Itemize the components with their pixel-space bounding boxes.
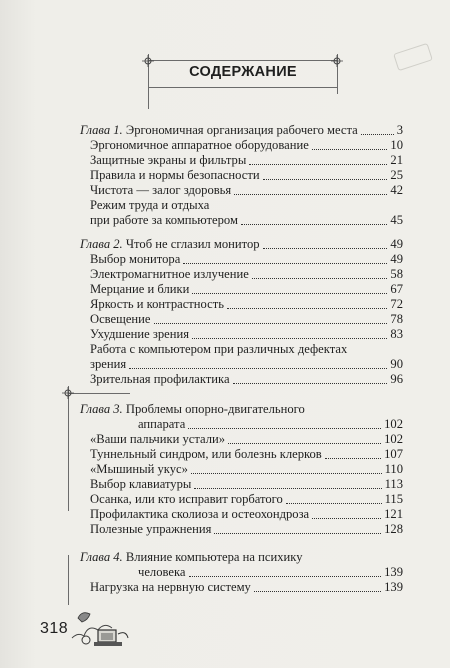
entry-title: Ухудшение зрения bbox=[90, 327, 190, 341]
toc-entry-first-line bbox=[80, 198, 403, 213]
toc-entry bbox=[80, 477, 403, 492]
page-ref: 72 bbox=[390, 297, 403, 311]
dot-leader bbox=[228, 442, 381, 444]
entry-title: Профилактика сколиоза и остеохондроза bbox=[90, 507, 310, 521]
toc-entry bbox=[80, 462, 403, 477]
entry-title: «Мышиный укус» bbox=[90, 462, 188, 476]
toc-entry bbox=[80, 580, 403, 595]
entry-title: Режим труда и отдыха bbox=[90, 198, 210, 212]
entry-title: Полезные упражнения bbox=[90, 522, 212, 536]
toc-entry bbox=[80, 282, 403, 297]
chapter-label: Глава 3. bbox=[80, 402, 123, 416]
page-ref: 128 bbox=[384, 522, 403, 536]
entry-title: Эргономичное аппаратное оборудование bbox=[90, 138, 309, 152]
page-ref: 110 bbox=[384, 462, 403, 476]
toc-entry bbox=[80, 267, 403, 282]
toc-entry bbox=[80, 252, 403, 267]
dot-leader bbox=[214, 532, 381, 534]
dot-leader bbox=[249, 163, 387, 165]
page-ref: 42 bbox=[390, 183, 403, 197]
entry-title: Работа с компьютером при различных дефектах bbox=[90, 342, 348, 356]
page-title: СОДЕРЖАНИЕ bbox=[189, 64, 297, 80]
chapter-title: Влияние компьютера на психику bbox=[125, 550, 303, 564]
toc-entry bbox=[80, 183, 403, 198]
chapter-row-first-line bbox=[80, 550, 403, 565]
frame-bottom-line bbox=[148, 87, 338, 88]
toc-entry bbox=[80, 507, 403, 522]
computer-vignette-icon bbox=[68, 604, 132, 648]
entry-title: Мерцание и блики bbox=[90, 282, 190, 296]
dot-leader bbox=[252, 277, 388, 279]
dot-leader bbox=[189, 575, 382, 577]
chapter-title: Проблемы опорно-двигательного bbox=[125, 402, 305, 416]
entry-title: Электромагнитное излучение bbox=[90, 267, 249, 281]
dot-leader bbox=[234, 193, 387, 195]
page-ref: 83 bbox=[390, 327, 403, 341]
chapter-row bbox=[80, 237, 403, 252]
chapter-title-continuation: человека bbox=[138, 565, 186, 579]
chapter-row bbox=[80, 123, 403, 138]
chapter-1-section bbox=[80, 123, 403, 228]
frame-bottom-left-line bbox=[68, 555, 69, 605]
toc-entry bbox=[80, 522, 403, 537]
page-ref: 113 bbox=[384, 477, 403, 491]
chapter-row-continuation bbox=[80, 565, 403, 580]
toc-entry bbox=[80, 168, 403, 183]
entry-title: Яркость и контрастность bbox=[90, 297, 224, 311]
toc-entry bbox=[80, 492, 403, 507]
page-ref: 49 bbox=[390, 252, 403, 266]
entry-title: Туннельный синдром, или болезнь клерков bbox=[90, 447, 322, 461]
entry-title: «Ваши пальчики устали» bbox=[90, 432, 226, 446]
entry-title: Нагрузка на нервную систему bbox=[90, 580, 251, 594]
dot-leader bbox=[192, 292, 387, 294]
entry-title: Правила и нормы безопасности bbox=[90, 168, 260, 182]
dot-leader bbox=[192, 337, 387, 339]
page-ref: 121 bbox=[384, 507, 403, 521]
dot-leader bbox=[312, 517, 381, 519]
frame-chapter3-top-line bbox=[68, 393, 130, 394]
entry-title: Выбор клавиатуры bbox=[90, 477, 192, 491]
page-ref: 90 bbox=[390, 357, 403, 371]
chapter-label: Глава 1. bbox=[80, 123, 123, 137]
dot-leader bbox=[325, 457, 381, 459]
chapter-title: Эргономичная организация рабочего места bbox=[125, 123, 358, 137]
dot-leader bbox=[227, 307, 387, 309]
bleed-through-stamp bbox=[393, 43, 433, 71]
dot-leader bbox=[183, 262, 387, 264]
toc-entry bbox=[80, 153, 403, 168]
toc-entry bbox=[80, 447, 403, 462]
entry-title-continuation: зрения bbox=[90, 357, 127, 371]
dot-leader bbox=[191, 472, 382, 474]
chapter-label: Глава 2. bbox=[80, 237, 123, 251]
dot-leader bbox=[194, 487, 381, 489]
chapter-row-continuation bbox=[80, 417, 403, 432]
toc-entry bbox=[80, 312, 403, 327]
page-ref: 21 bbox=[390, 153, 403, 167]
page-ref: 67 bbox=[390, 282, 403, 296]
dot-leader bbox=[129, 367, 387, 369]
entry-title: Осанка, или кто исправит горбатого bbox=[90, 492, 283, 506]
frame-top-line bbox=[148, 60, 338, 61]
dot-leader bbox=[154, 322, 388, 324]
page-ref: 102 bbox=[384, 432, 403, 446]
chapter-2-section bbox=[80, 237, 403, 387]
page-ref: 49 bbox=[390, 237, 403, 251]
toc-entry-first-line bbox=[80, 342, 403, 357]
chapter-row-first-line bbox=[80, 402, 403, 417]
page-number: 318 bbox=[40, 620, 69, 637]
dot-leader bbox=[254, 590, 381, 592]
dot-leader bbox=[263, 178, 388, 180]
page-ref: 78 bbox=[390, 312, 403, 326]
entry-title: Освещение bbox=[90, 312, 151, 326]
dot-leader bbox=[361, 133, 394, 135]
entry-title: Выбор монитора bbox=[90, 252, 181, 266]
chapter-4-section bbox=[80, 550, 403, 595]
entry-title: Защитные экраны и фильтры bbox=[90, 153, 247, 167]
chapter-title-continuation: аппарата bbox=[138, 417, 186, 431]
page-ref: 115 bbox=[384, 492, 403, 506]
page-ref: 25 bbox=[390, 168, 403, 182]
dot-leader bbox=[233, 382, 388, 384]
page-ref: 10 bbox=[390, 138, 403, 152]
page-ref: 45 bbox=[390, 213, 403, 227]
page-ref: 3 bbox=[396, 123, 403, 137]
chapter-title: Чтоб не сглазил монитор bbox=[125, 237, 260, 251]
chapter-3-section bbox=[80, 402, 403, 537]
page-ref: 96 bbox=[390, 372, 403, 386]
toc-entry-continuation bbox=[80, 213, 403, 228]
dot-leader bbox=[263, 247, 388, 249]
toc-entry bbox=[80, 432, 403, 447]
dot-leader bbox=[188, 427, 381, 429]
toc-entry bbox=[80, 327, 403, 342]
entry-title: Зрительная профилактика bbox=[90, 372, 230, 386]
dot-leader bbox=[312, 148, 388, 150]
toc-entry bbox=[80, 297, 403, 312]
frame-chapter3-left-line bbox=[68, 386, 69, 511]
page-ref: 102 bbox=[384, 417, 403, 431]
page-ref: 139 bbox=[384, 580, 403, 594]
entry-title-continuation: при работе за компьютером bbox=[90, 213, 238, 227]
page-ref: 139 bbox=[384, 565, 403, 579]
chapter-label: Глава 4. bbox=[80, 550, 123, 564]
page-ref: 58 bbox=[390, 267, 403, 281]
toc-entry bbox=[80, 138, 403, 153]
entry-title: Чистота — залог здоровья bbox=[90, 183, 232, 197]
dot-leader bbox=[241, 223, 387, 225]
toc-entry bbox=[80, 372, 403, 387]
dot-leader bbox=[286, 502, 382, 504]
ornament-diamond-icon bbox=[62, 387, 74, 399]
toc-entry-continuation bbox=[80, 357, 403, 372]
page-ref: 107 bbox=[384, 447, 403, 461]
